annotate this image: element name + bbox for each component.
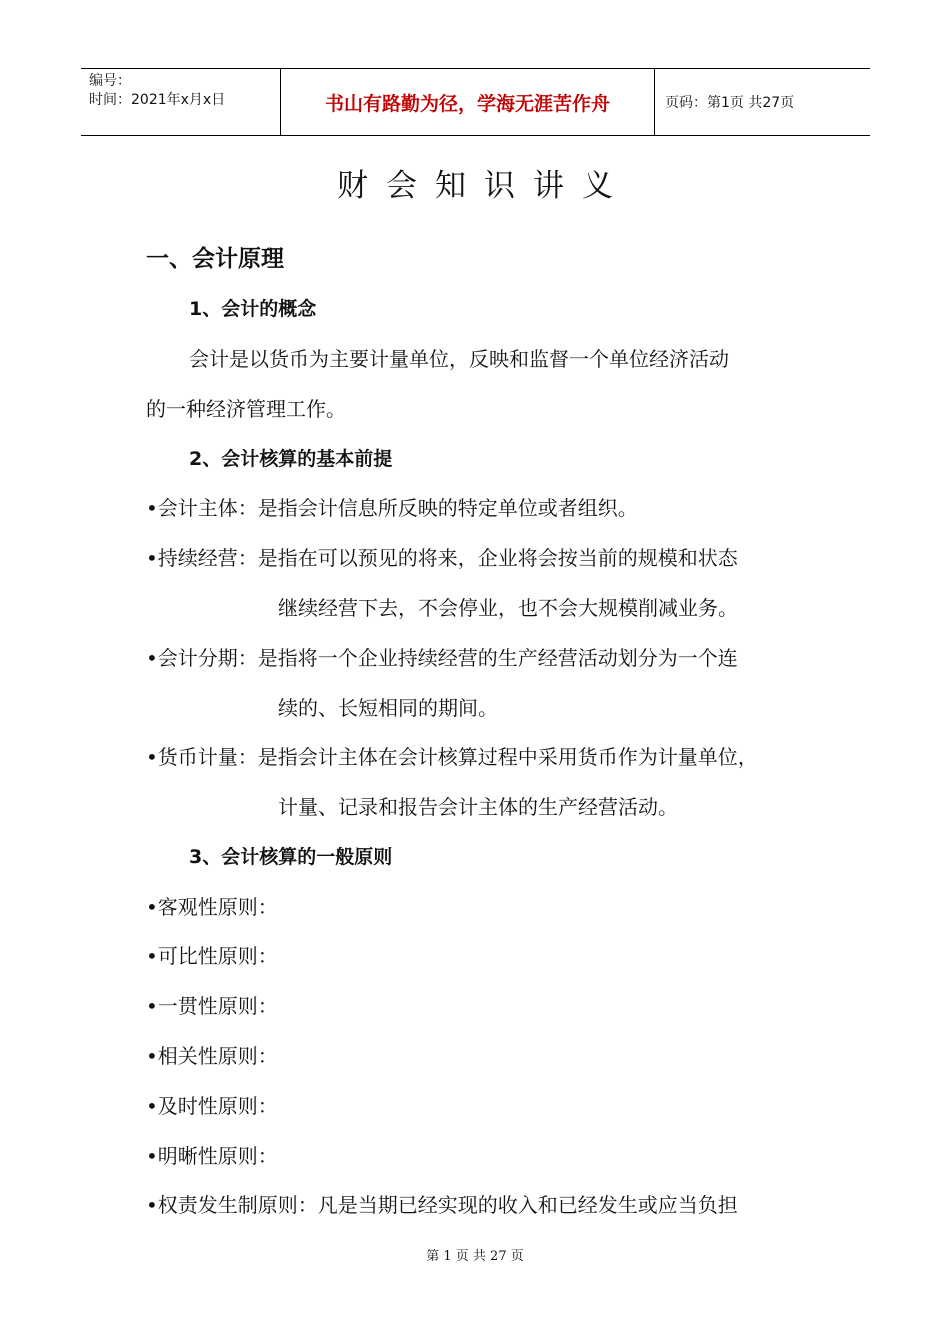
list-item: •货币计量：是指会计主体在会计核算过程中采用货币作为计量单位，: [146, 745, 758, 769]
document-title: 财会知识讲义: [337, 168, 631, 204]
subsection-heading-1: 1、会计的概念: [189, 298, 317, 320]
list-item: •一贯性原则：: [146, 994, 278, 1018]
list-item-continuation: 继续经营下去，不会停业，也不会大规模削减业务。: [278, 596, 738, 620]
header-meta: [81, 69, 281, 135]
page-header: [81, 68, 870, 136]
list-item: •权责发生制原则：凡是当期已经实现的收入和已经发生或应当负担: [146, 1193, 738, 1217]
page-footer: 第 1 页 共 27 页: [426, 1249, 524, 1264]
header-number: 编号：: [89, 73, 131, 89]
list-item: •及时性原则：: [146, 1094, 278, 1118]
section-heading: 一、会计原理: [146, 246, 284, 272]
list-item: •会计主体：是指会计信息所反映的特定单位或者组织。: [146, 496, 638, 520]
list-item: •会计分期：是指将一个企业持续经营的生产经营活动划分为一个连: [146, 646, 738, 670]
subsection-heading-2: 2、会计核算的基本前提: [189, 448, 393, 470]
list-item-continuation: 计量、记录和报告会计主体的生产经营活动。: [278, 795, 678, 819]
header-page-info: 页码：第1页 共27页: [665, 95, 795, 111]
subsection-heading-3: 3、会计核算的一般原则: [189, 846, 393, 868]
list-item: •可比性原则：: [146, 944, 278, 968]
list-item: •相关性原则：: [146, 1044, 278, 1068]
paragraph-line: 会计是以货币为主要计量单位，反映和监督一个单位经济活动: [189, 347, 729, 371]
list-item-continuation: 续的、长短相同的期间。: [278, 696, 498, 720]
list-item: •客观性原则：: [146, 895, 278, 919]
header-time: 时间：2021年x月x日: [89, 92, 226, 108]
list-item: •明晰性原则：: [146, 1144, 278, 1168]
header-motto: 书山有路勤为径，学海无涯苦作舟: [281, 69, 655, 135]
paragraph-line: 的一种经济管理工作。: [146, 397, 346, 421]
list-item: •持续经营：是指在可以预见的将来，企业将会按当前的规模和状态: [146, 546, 738, 570]
